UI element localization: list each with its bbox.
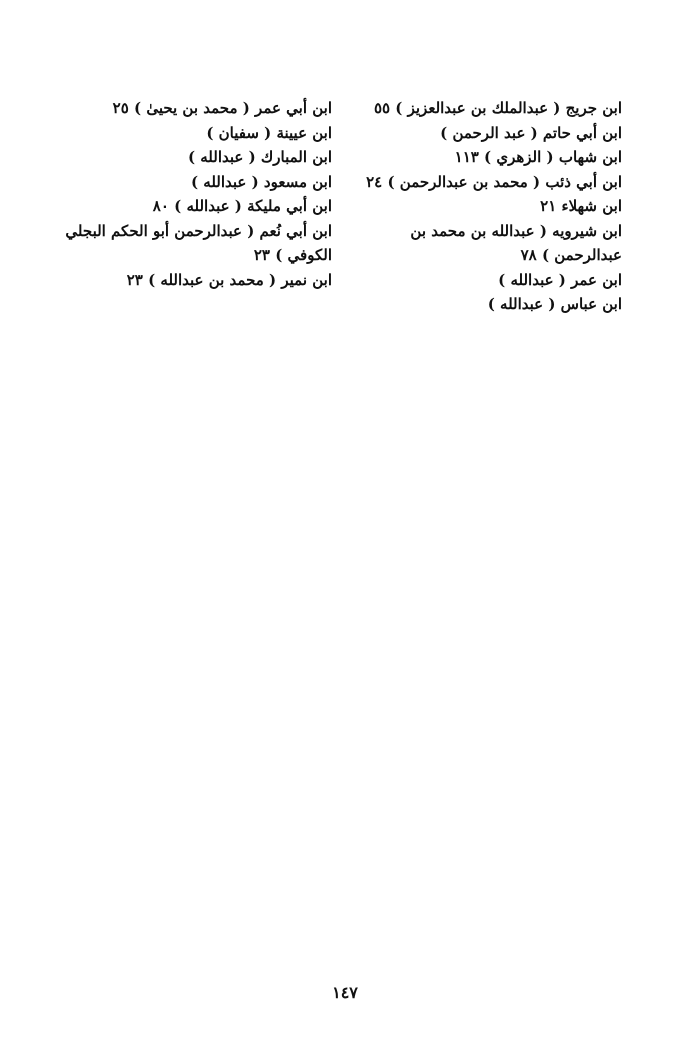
- index-entry: ابن أبي عمر ( محمد بن يحيىٰ ) ٢٥: [112, 99, 332, 117]
- index-entry: ابن مسعود ( عبدالله ): [190, 172, 332, 191]
- index-column-right: [357, 96, 622, 317]
- page-number: ١٤٧: [332, 983, 358, 1002]
- index-entry: ابن أبي حاتم ( عبد الرحمن ): [440, 123, 622, 142]
- index-entry: ابن جريج ( عبدالملك بن عبدالعزيز ) ٥٥: [373, 99, 622, 117]
- index-entry: ابن أبي ذئب ( محمد بن عبدالرحمن ) ٢٤: [366, 172, 622, 191]
- index-entry: ابن شيرويه ( عبدالله بن محمد بن عبدالرحمن ) ٧٨: [410, 221, 622, 264]
- index-entry: ابن نمير ( محمد بن عبدالله ) ٢٣: [126, 270, 332, 289]
- index-entry: ابن عباس ( عبدالله ): [487, 295, 622, 313]
- index-entry: ابن عمر ( عبدالله ): [498, 270, 622, 289]
- index-entry: ابن أبي مليكة ( عبدالله ) ٨٠: [152, 197, 332, 215]
- index-entry: ابن شهاب ( الزهري ) ١١٣: [454, 148, 622, 166]
- index-entry: ابن المبارك ( عبدالله ): [187, 148, 332, 166]
- index-column-left: [60, 96, 332, 292]
- index-entry: ابن شهلاء ٢١: [540, 197, 622, 215]
- index-entry: ابن أبي نُعم ( عبدالرحمن أبو الحكم البجلي الكوفي ) ٢٣: [65, 221, 332, 264]
- index-entry: ابن عيينة ( سفيان ): [206, 123, 332, 142]
